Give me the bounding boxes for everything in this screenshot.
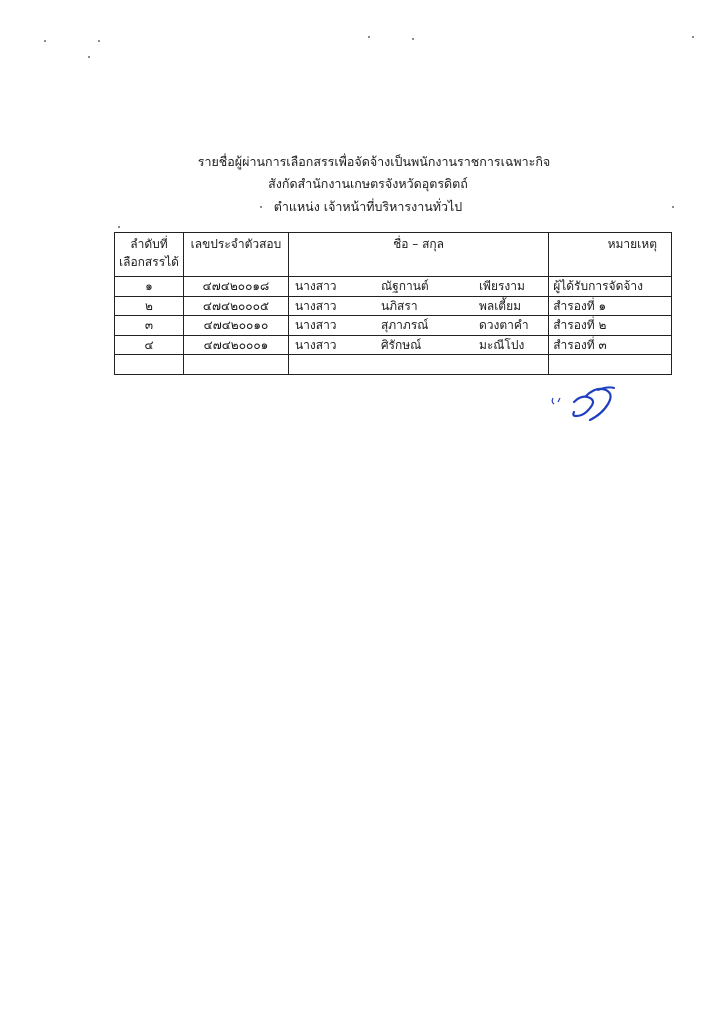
cell-last-name: มะณีโปง	[478, 338, 525, 353]
cell-exam-id: ๔๗๔๒๐๐๑๐	[183, 316, 288, 336]
table-row	[115, 335, 672, 355]
cell-name-empty	[288, 355, 548, 375]
header-rank-line1: ลำดับที่	[130, 237, 168, 251]
cell-name-title: นางสาว	[294, 298, 337, 313]
cell-first-name: ศิรักษณ์	[380, 338, 422, 353]
table-row	[115, 277, 672, 297]
table-row	[115, 296, 672, 316]
cell-rank: ๒	[115, 296, 184, 316]
cell-last-name: เพียรงาม	[478, 279, 525, 294]
scan-speck	[118, 226, 120, 228]
cell-last-name: ดวงตาคำ	[478, 318, 529, 333]
cell-name	[288, 277, 548, 297]
cell-note: สำรองที่ ๓	[549, 335, 672, 355]
cell-exam-id: ๔๗๔๒๐๐๑๘	[183, 277, 288, 297]
header-rank	[115, 233, 184, 277]
cell-name	[288, 296, 548, 316]
scan-speck	[672, 206, 674, 208]
document-subtitle-position: ตำแหน่ง เจ้าหน้าที่บริหารงานทั่วไป	[273, 199, 463, 214]
scan-speck	[98, 40, 100, 42]
table-row-empty	[115, 355, 672, 375]
cell-name-title: นางสาว	[294, 279, 337, 294]
cell-exam-id: ๔๗๔๒๐๐๐๕	[183, 296, 288, 316]
cell-rank-empty	[115, 355, 184, 375]
cell-name	[288, 335, 548, 355]
cell-name-title: นางสาว	[294, 318, 337, 333]
cell-first-name: ณัฐกานต์	[380, 279, 429, 294]
results-table	[114, 232, 672, 375]
header-name: ชื่อ – สกุล	[288, 233, 548, 277]
table-header-row	[115, 233, 672, 277]
header-exam-id: เลขประจำตัวสอบ	[183, 233, 288, 277]
cell-exam-id-empty	[183, 355, 288, 375]
cell-rank: ๑	[115, 277, 184, 297]
scan-speck	[88, 56, 90, 58]
handwritten-signature	[540, 380, 630, 426]
cell-rank: ๓	[115, 316, 184, 336]
document-subtitle-agency: สังกัดสำนักงานเกษตรจังหวัดอุตรดิตถ์	[268, 176, 468, 191]
table-row	[115, 316, 672, 336]
cell-note: ผู้ได้รับการจัดจ้าง	[549, 277, 672, 297]
cell-note-empty	[549, 355, 672, 375]
cell-name-title: นางสาว	[294, 338, 337, 353]
cell-first-name: นภิสรา	[380, 298, 418, 313]
cell-note: สำรองที่ ๑	[549, 296, 672, 316]
cell-first-name: สุภาภรณ์	[380, 318, 429, 333]
document-title: รายชื่อผู้ผ่านการเลือกสรรเพื่อจัดจ้างเป็นพนักงานราชการเฉพาะกิจ	[197, 154, 551, 169]
cell-exam-id: ๔๗๔๒๐๐๐๑	[183, 335, 288, 355]
cell-rank: ๔	[115, 335, 184, 355]
scan-speck	[260, 206, 262, 208]
cell-note: สำรองที่ ๒	[549, 316, 672, 336]
cell-name	[288, 316, 548, 336]
scan-speck	[412, 38, 414, 40]
scan-speck	[692, 36, 694, 38]
header-note: หมายเหตุ	[549, 233, 672, 277]
cell-last-name: พลเตี้ยม	[478, 298, 522, 313]
header-rank-line2: เลือกสรรได้	[119, 255, 179, 269]
scan-speck	[368, 36, 370, 38]
scan-speck	[44, 40, 46, 42]
